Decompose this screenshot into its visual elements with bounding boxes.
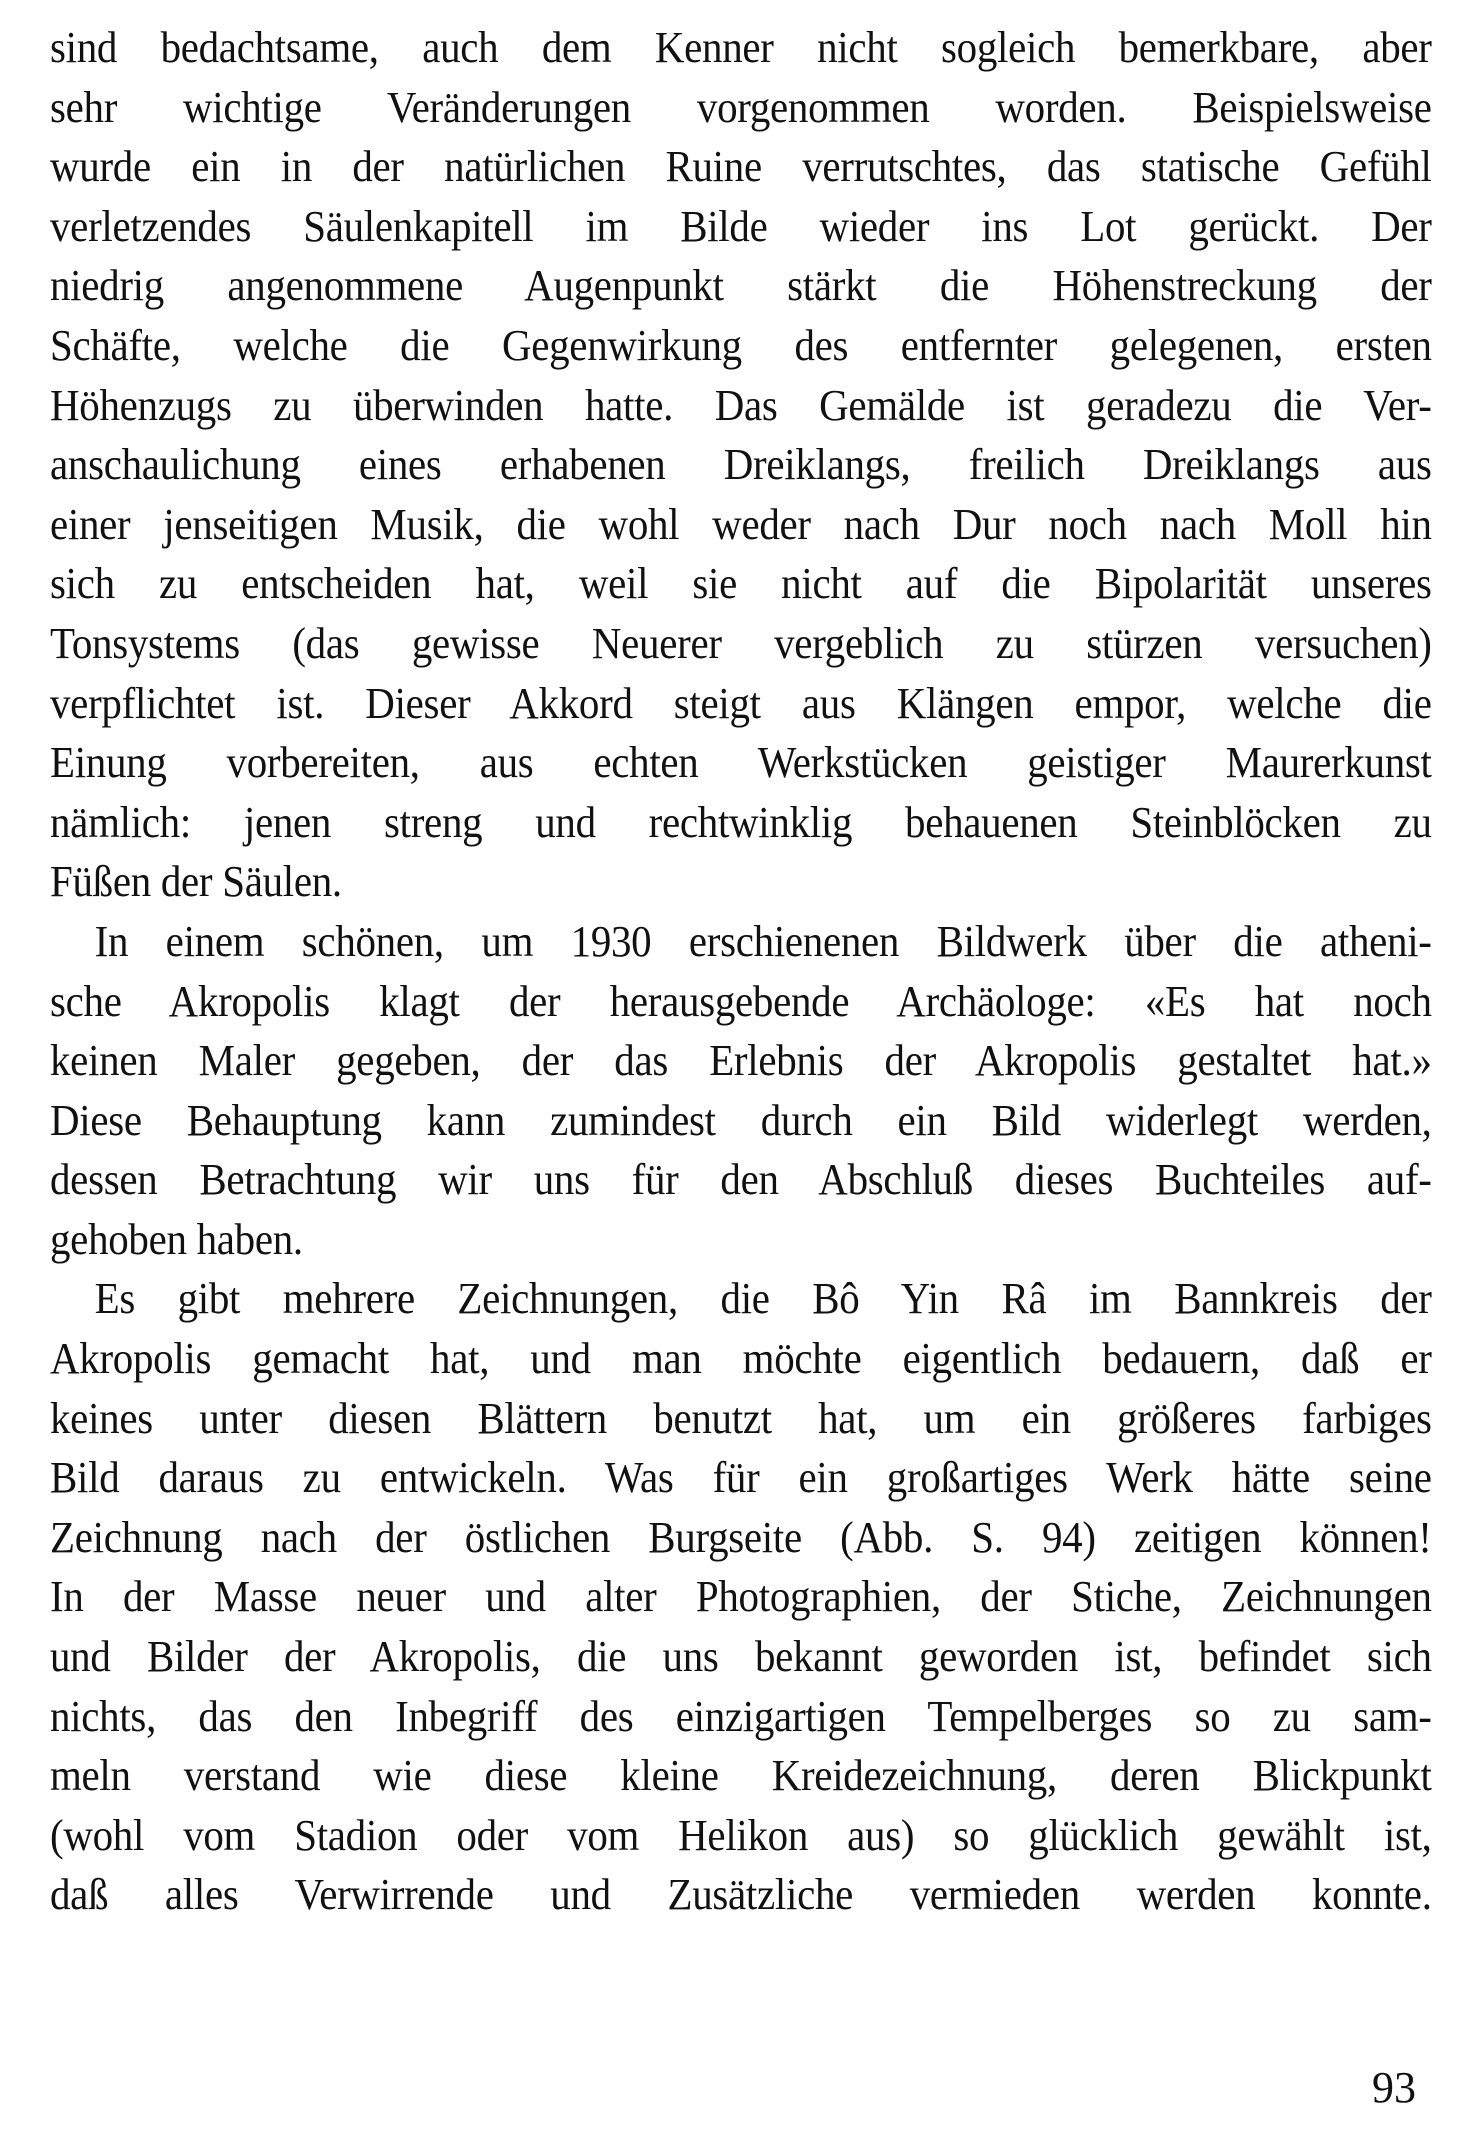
text-line: sehr wichtige Veränderungen vorgenommen worden. Beispielsweise xyxy=(50,82,1432,132)
text-line: In der Masse neuer und alter Photographien, der Stiche, Zeichnungen xyxy=(50,1572,1432,1622)
text-line: Einung vorbereiten, aus echten Werkstücken geistiger Maurerkunst xyxy=(50,738,1432,788)
text-line: Schäfte, welche die Gegenwirkung des entfernter gelegenen, ersten xyxy=(50,320,1432,370)
text-line: Höhenzugs zu überwinden hatte. Das Gemälde ist geradezu die Ver- xyxy=(50,380,1432,430)
text-line: daß alles Verwirrende und Zusätzliche vermieden werden konnte. xyxy=(50,1870,1432,1920)
text-line: sich zu entscheiden hat, weil sie nicht auf die Bipolarität unseres xyxy=(50,559,1432,609)
text-line: meln verstand wie diese kleine Kreidezeichnung, deren Blickpunkt xyxy=(50,1751,1432,1801)
paragraph-3 xyxy=(50,1269,1432,1925)
text-line: Diese Behauptung kann zumindest durch ein Bild widerlegt werden, xyxy=(50,1095,1432,1145)
text-line: wurde ein in der natürlichen Ruine verrutschtes, das statische Gefühl xyxy=(50,142,1432,192)
text-line: keinen Maler gegeben, der das Erlebnis der Akropolis gestaltet hat.» xyxy=(50,1036,1432,1086)
text-line: niedrig angenommene Augenpunkt stärkt die Höhenstreckung der xyxy=(50,261,1432,311)
text-line: verpflichtet ist. Dieser Akkord steigt aus Klängen empor, welche die xyxy=(50,678,1432,728)
text-line: sind bedachtsame, auch dem Kenner nicht sogleich bemerkbare, aber xyxy=(50,23,1432,72)
text-line: einer jenseitigen Musik, die wohl weder nach Dur noch nach Moll hin xyxy=(50,499,1432,549)
text-line: (wohl vom Stadion oder vom Helikon aus) so glücklich gewählt ist, xyxy=(50,1810,1432,1860)
body-text xyxy=(50,18,1432,1925)
text-line: gehoben haben. xyxy=(50,1214,303,1264)
paragraph-2 xyxy=(50,912,1432,1270)
text-line: Bild daraus zu entwickeln. Was für ein großartiges Werk hätte seine xyxy=(50,1453,1432,1503)
text-line: Füßen der Säulen. xyxy=(50,857,342,907)
text-line: Tonsystems (das gewisse Neuerer vergeblich zu stürzen versuchen) xyxy=(50,618,1432,668)
text-line: und Bilder der Akropolis, die uns bekannt geworden ist, befindet sich xyxy=(50,1632,1432,1682)
text-line: anschaulichung eines erhabenen Dreiklangs, freilich Dreiklangs aus xyxy=(50,440,1432,490)
paragraph-1 xyxy=(50,18,1432,912)
text-line: Es gibt mehrere Zeichnungen, die Bô Yin Râ im Bannkreis der xyxy=(94,1274,1432,1324)
page-number: 93 xyxy=(1372,2063,1416,2112)
text-line: dessen Betrachtung wir uns für den Abschluß dieses Buchteiles auf- xyxy=(50,1155,1432,1205)
text-line: Zeichnung nach der östlichen Burgseite (Abb. S. 94) zeitigen können! xyxy=(50,1512,1432,1562)
text-line: nämlich: jenen streng und rechtwinklig behauenen Steinblöcken zu xyxy=(50,797,1432,847)
text-line: verletzendes Säulenkapitell im Bilde wieder ins Lot gerückt. Der xyxy=(50,201,1432,251)
text-line: sche Akropolis klagt der herausgebende Archäologe: «Es hat noch xyxy=(50,976,1432,1026)
text-line: nichts, das den Inbegriff des einzigartigen Tempelberges so zu sam- xyxy=(50,1691,1432,1741)
text-line: keines unter diesen Blättern benutzt hat, um ein größeres farbiges xyxy=(50,1393,1432,1443)
text-line: Akropolis gemacht hat, und man möchte eigentlich bedauern, daß er xyxy=(50,1334,1432,1384)
text-line: In einem schönen, um 1930 erschienenen Bildwerk über die atheni- xyxy=(94,916,1432,966)
